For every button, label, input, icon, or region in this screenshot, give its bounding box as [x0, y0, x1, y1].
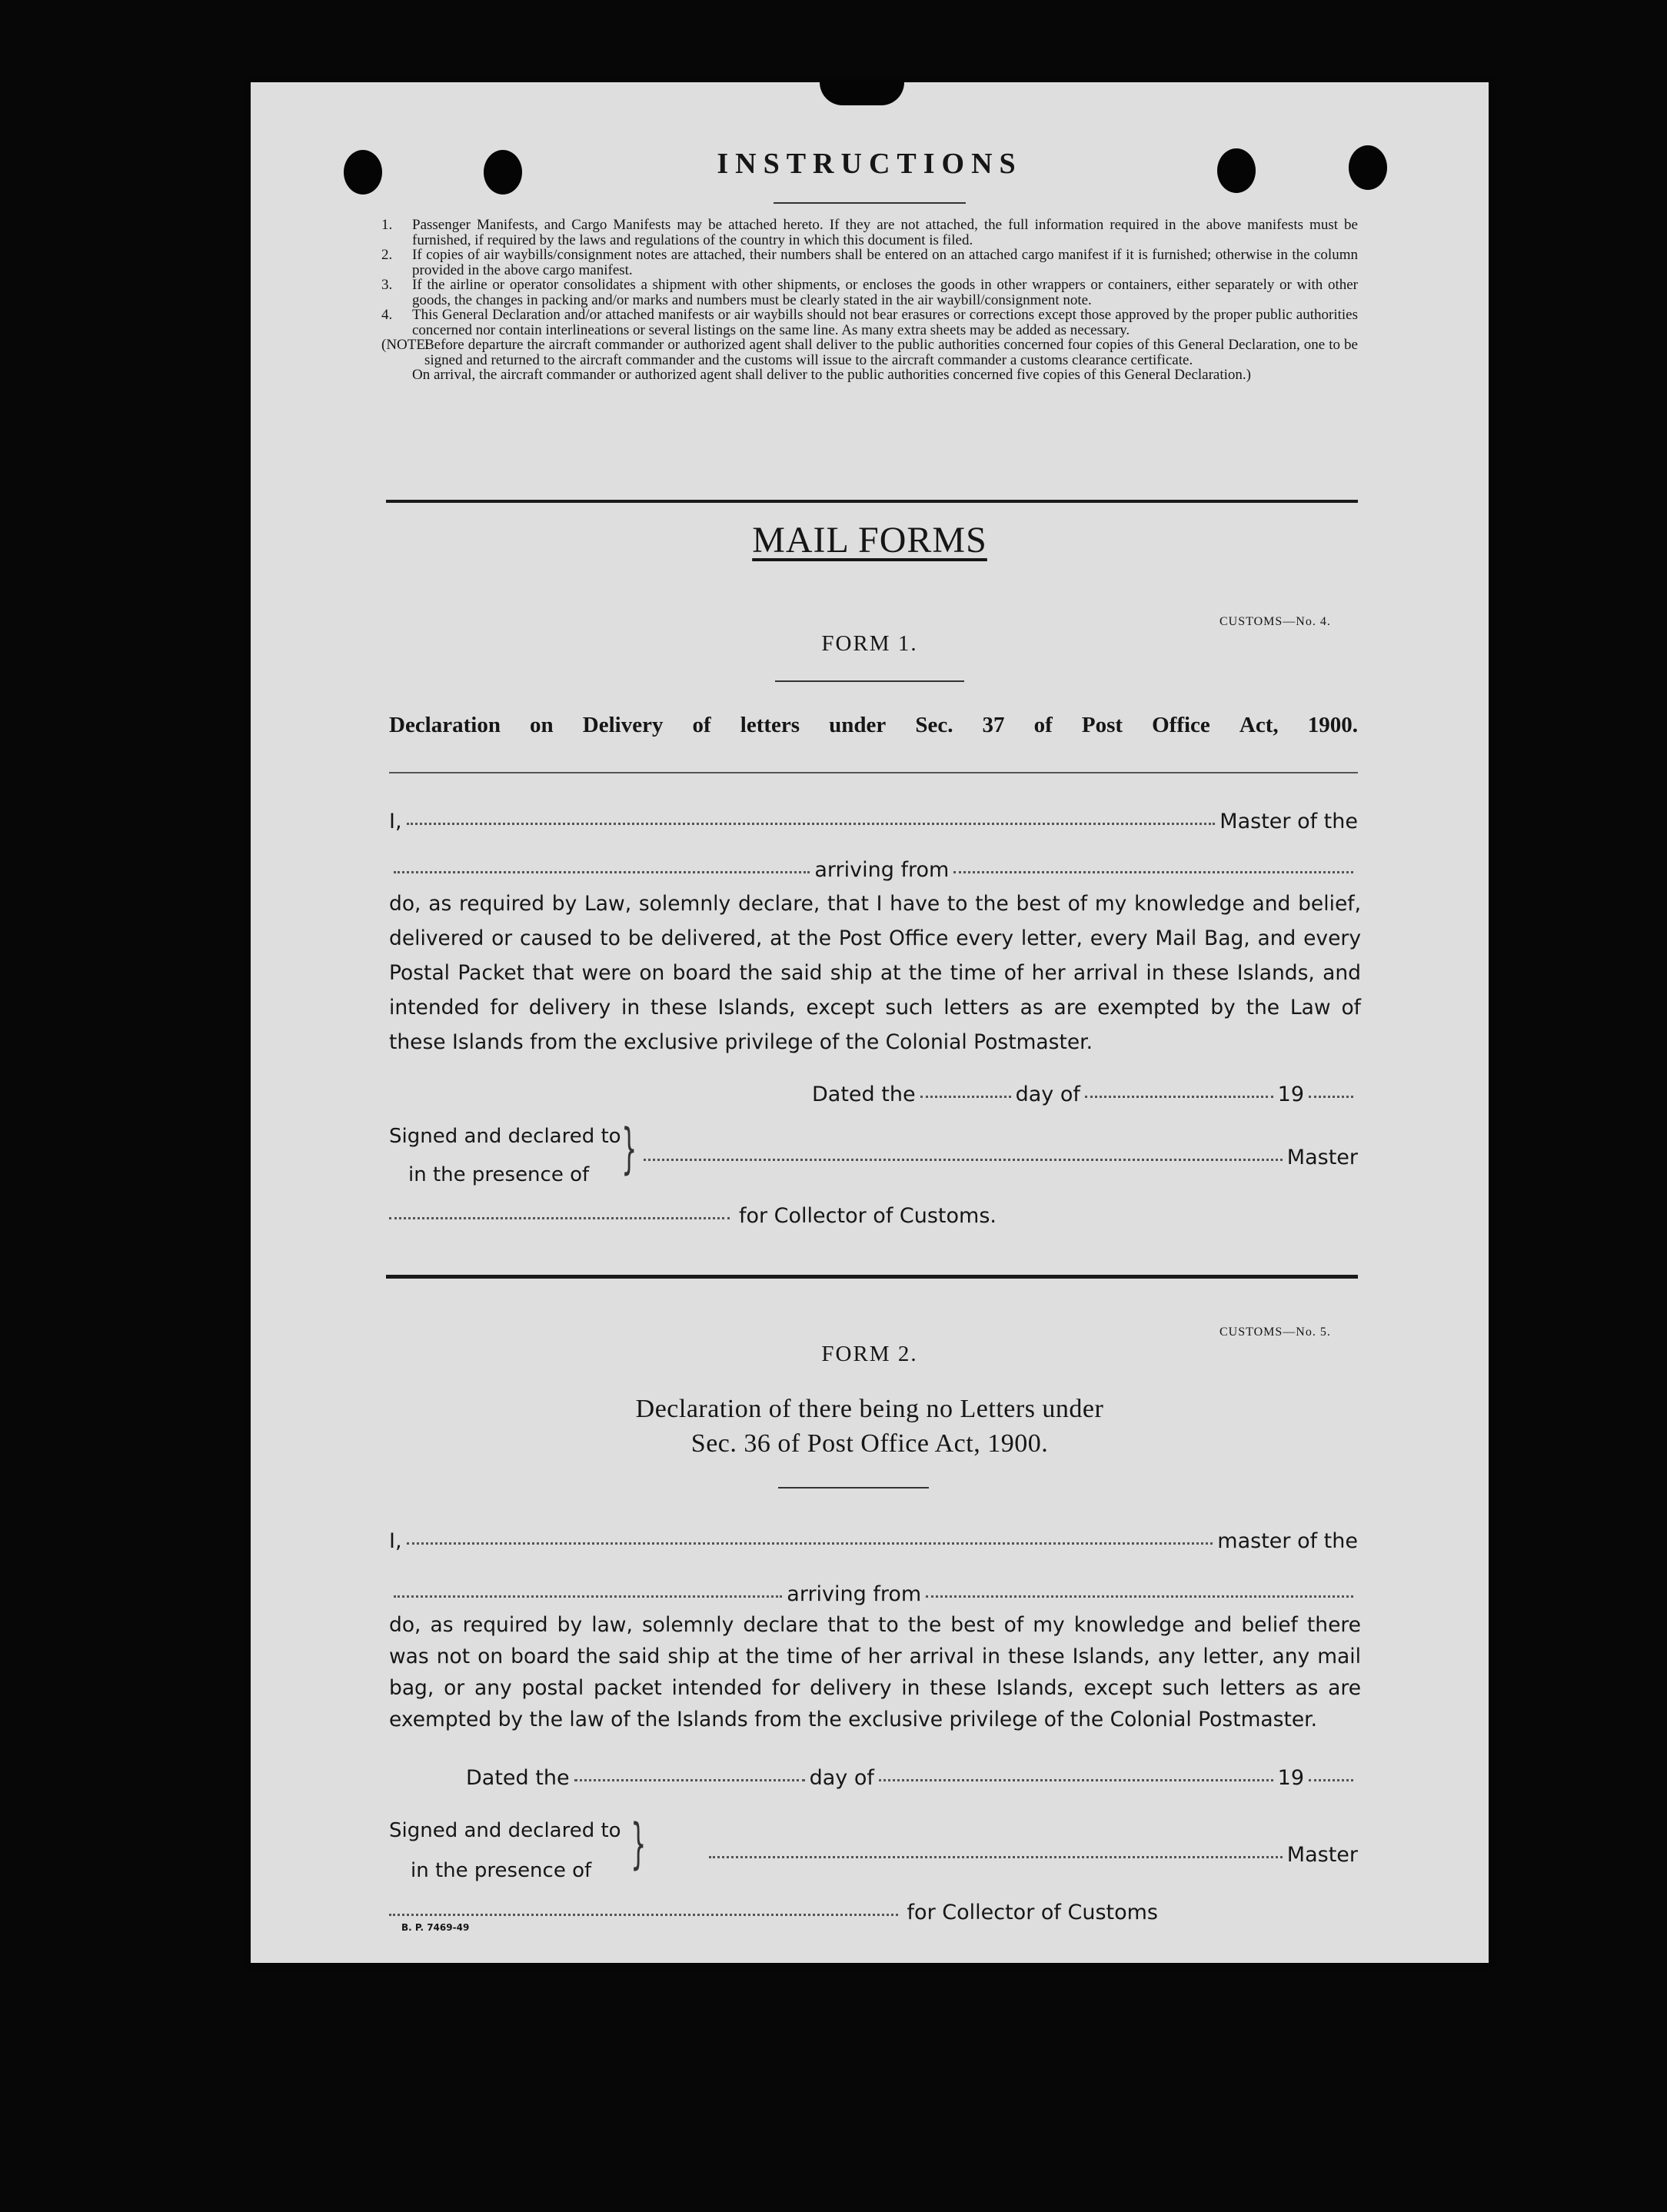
form1-body: do, as required by Law, solemnly declare, that I have to the best of my knowledge and belief, delivered or caused to be delivered, at the Post Office every letter, every Mail Bag, and every Postal Packet that were on board the said ship at the time of her arrival in these Islands, and intended for delivery in these Islands, except such letters as are exempted by the Law of these Islands from the exclusive privilege of the Colonial Postmaster. — [389, 892, 1361, 1054]
collector-signature-blank[interactable] — [389, 1216, 730, 1219]
divider — [775, 680, 964, 682]
paper-tear — [820, 79, 904, 105]
collector-line: for Collector of Customs — [389, 1901, 1158, 1924]
print-code: B. P. 7469-49 — [401, 1922, 470, 1933]
date-line: Dated the day of 19 — [812, 1083, 1358, 1106]
form-label: FORM 2. — [821, 1342, 918, 1366]
form2-declaration-title: Declaration of there being no Letters under Sec. 36 of Post Office Act, 1900. — [635, 1395, 1104, 1458]
divider — [389, 772, 1358, 773]
month-blank[interactable] — [879, 1778, 1273, 1781]
instructions-list — [381, 218, 1358, 383]
signature-blank[interactable] — [644, 1158, 1283, 1161]
name-blank[interactable] — [407, 1542, 1213, 1545]
name-blank[interactable] — [407, 822, 1216, 825]
master-name-line: I, Master of the — [389, 810, 1358, 833]
ship-name-blank[interactable] — [394, 870, 810, 873]
date-line: Dated the day of 19 — [466, 1766, 1358, 1790]
instruction-note: (NOTE: Before departure the aircraft commander or authorized agent shall deliver to the public authorities concerned four copies of this General Declaration, one to be signed and returned to the aircraft commander and the customs will issue to the aircraft commander a customs clearance certificate. — [381, 337, 1358, 368]
section-divider — [386, 500, 1358, 503]
signature-blank[interactable] — [709, 1855, 1283, 1858]
instructions-title: INSTRUCTIONS — [717, 148, 1023, 180]
customs-number: CUSTOMS—No. 4. — [1219, 615, 1331, 628]
form-label: FORM 1. — [821, 631, 918, 656]
master-name-line: I, master of the — [389, 1529, 1358, 1553]
ship-arrival-line: arriving from — [389, 858, 1358, 882]
year-blank[interactable] — [1309, 1778, 1353, 1781]
mail-forms-title: MAIL FORMS — [752, 520, 987, 560]
origin-blank[interactable] — [953, 870, 1353, 873]
instruction-item: 1. Passenger Manifests, and Cargo Manifests may be attached hereto. If they are not attached, the full information required in the above manifests must be furnished, if required by the laws and regulations of the country in which this document is filed. — [381, 217, 1358, 248]
collector-signature-blank[interactable] — [389, 1913, 898, 1916]
instruction-item: 2. If copies of air waybills/consignment notes are attached, their numbers shall be entered on an attached cargo manifest if it is furnished; otherwise in the column provided in the above cargo manifest. — [381, 247, 1358, 278]
form1-declaration-title: Declaration on Delivery of letters under Sec. 37 of Post Office Act, 1900. — [389, 713, 1358, 737]
brace-icon: } — [631, 1812, 647, 1875]
instruction-item: 3. If the airline or operator consolidates a shipment with other shipments, or encloses the goods in other wrappers or containers, either separately or with other goods, the changes in packing and/or marks and numbers must be clearly stated in the air waybill/consignment note. — [381, 277, 1358, 308]
ship-arrival-line: arriving from — [389, 1582, 1358, 1606]
signed-label: Signed and declared to in the presence of — [389, 1125, 621, 1186]
master-signature-line: Master — [704, 1843, 1358, 1867]
day-blank[interactable] — [920, 1095, 1011, 1098]
customs-number: CUSTOMS—No. 5. — [1219, 1326, 1331, 1339]
document-page — [251, 82, 1489, 1963]
signed-label: Signed and declared to in the presence of — [389, 1819, 621, 1882]
instruction-note-continued: On arrival, the aircraft commander or authorized agent shall deliver to the public authorities concerned five copies of this General Declaration.) — [412, 367, 1251, 383]
year-blank[interactable] — [1309, 1095, 1353, 1098]
instruction-item: 4. This General Declaration and/or attached manifests or air waybills should not bear erasures or corrections except those approved by the proper public authorities concerned nor contain interlineations or several listings on the same line. As many extra sheets may be added as necessary. — [381, 307, 1358, 338]
day-blank[interactable] — [574, 1778, 805, 1781]
month-blank[interactable] — [1085, 1095, 1273, 1098]
section-divider — [386, 1275, 1358, 1279]
collector-line: for Collector of Customs. — [389, 1204, 997, 1228]
origin-blank[interactable] — [926, 1595, 1353, 1598]
brace-icon: } — [621, 1117, 637, 1180]
master-signature-line: Master — [639, 1146, 1358, 1169]
divider — [774, 202, 966, 204]
ship-name-blank[interactable] — [394, 1595, 782, 1598]
divider — [778, 1487, 929, 1489]
form2-body: do, as required by law, solemnly declare that to the best of my knowledge and belief there was not on board the said ship at the time of her arrival in these Islands, any letter, any mail bag, or any postal packet intended for delivery in these Islands, except such letters as are exempted by the law of the Islands from the exclusive privilege of the Colonial Postmaster. — [389, 1613, 1361, 1731]
